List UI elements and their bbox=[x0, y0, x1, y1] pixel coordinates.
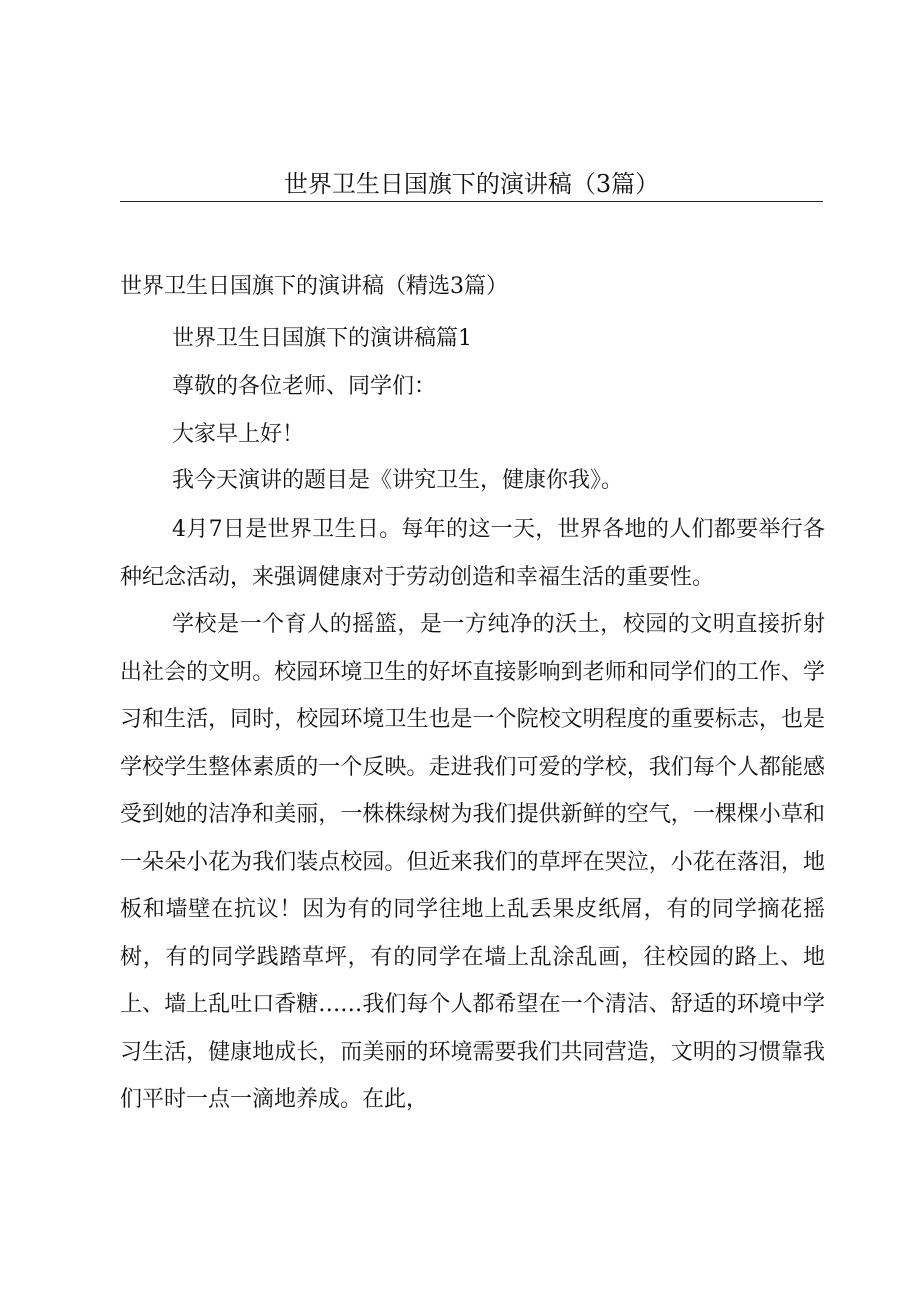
page-header-title: 世界卫生日国旗下的演讲稿（3篇） bbox=[283, 170, 660, 198]
topic-line: 我今天演讲的题目是《讲究卫生，健康你我》。 bbox=[172, 468, 624, 493]
section-title: 世界卫生日国旗下的演讲稿篇1 bbox=[172, 326, 472, 351]
body-paragraph: 学校是一个育人的摇篮，是一方纯净的沃土，校园的文明直接折射出社会的文明。校园环境卫生的好坏直接影响到老师和同学们的工作、学习和生活，同时，校园环境卫生也是一个院校文明程度的重要标志，也是学校学生整体素质的一个反映。走进我们可爱的学校，我们每个人都能感受到她的洁净和美丽，一株株绿树为我们提供新鲜的空气，一棵棵小草和一朵朵小花为我们装点校园。但近来我们的草坪在哭泣，小花在落泪，地板和墙壁在抗议！因为有的同学往地上乱丢果皮纸屑，有的同学摘花摇树，有的同学践踏草坪，有的同学在墙上乱涂乱画，往校园的路上、地上、墙上乱吐口香糖……我们每个人都希望在一个清洁、舒适的环境中学习生活，健康地成长，而美丽的环境需要我们共同营造，文明的习惯靠我们平时一点一滴地养成。在此， bbox=[120, 612, 825, 1112]
collection-title: 世界卫生日国旗下的演讲稿（精选3篇） bbox=[120, 274, 508, 299]
body-paragraph: 4月7日是世界卫生日。每年的这一天，世界各地的人们都要举行各种纪念活动，来强调健康对于劳动创造和幸福生活的重要性。 bbox=[120, 517, 825, 590]
header-divider bbox=[120, 201, 823, 202]
hello-line: 大家早上好！ bbox=[172, 422, 305, 447]
greeting-line: 尊敬的各位老师、同学们： bbox=[172, 374, 437, 399]
